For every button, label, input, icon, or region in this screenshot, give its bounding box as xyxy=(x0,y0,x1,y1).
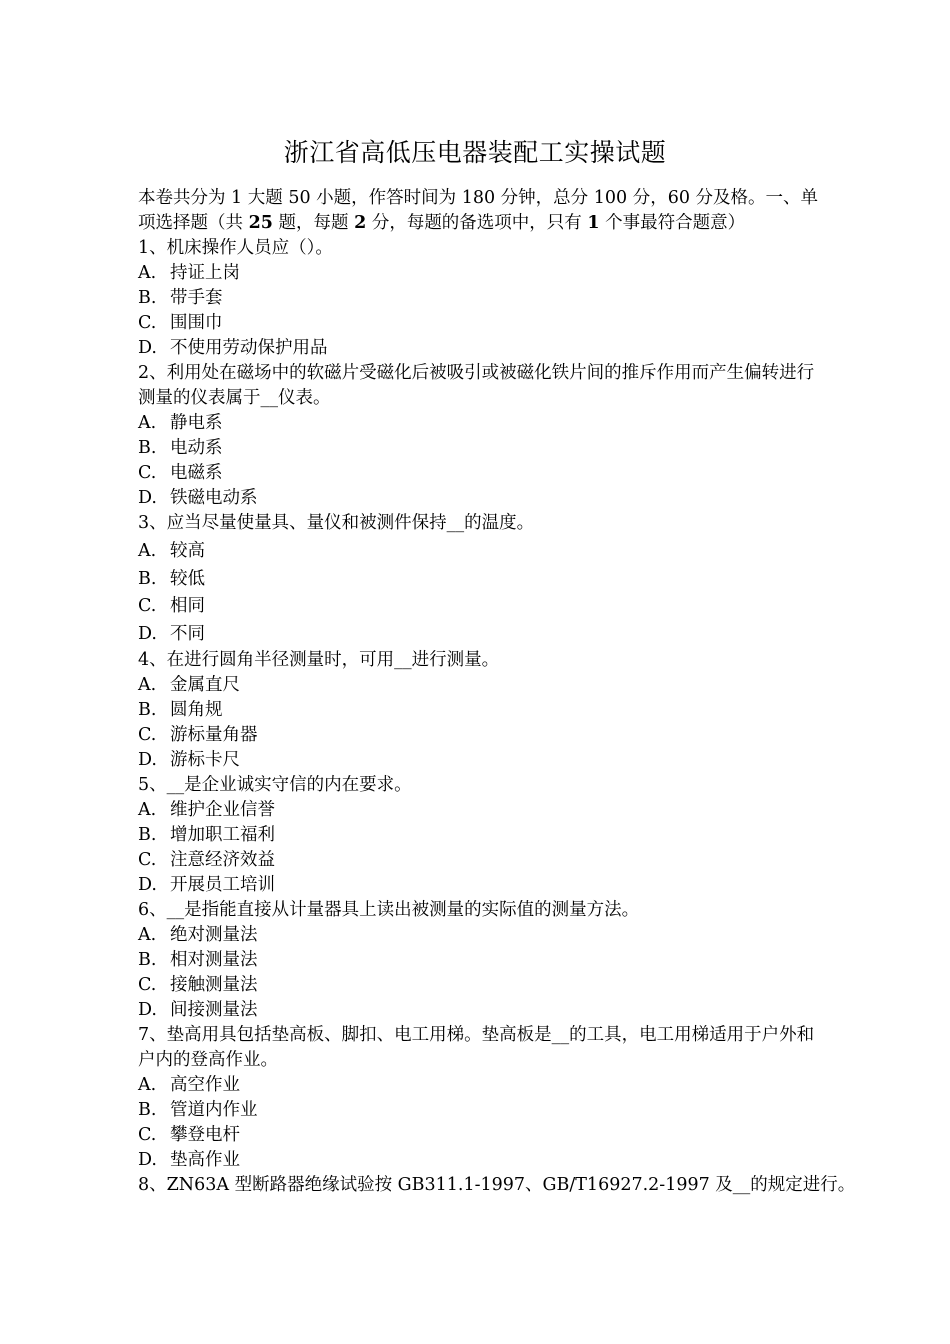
option-text: 带手套 xyxy=(170,288,223,308)
document-title: 浙江省高低压电器装配工实操试题 xyxy=(283,138,667,167)
option-c xyxy=(138,973,828,998)
option-text: 不使用劳动保护用品 xyxy=(170,338,328,358)
option-list xyxy=(138,538,828,648)
question-text: 2、利用处在磁场中的软磁片受磁化后被吸引或被磁化铁片间的推斥作用而产生偏转进行测量的仪表属于__仪表。 xyxy=(138,363,815,408)
question-2 xyxy=(138,361,828,511)
option-text: 圆角规 xyxy=(170,700,223,720)
option-b xyxy=(138,286,828,311)
option-a xyxy=(138,923,828,948)
option-list xyxy=(138,673,828,773)
option-text: 开展员工培训 xyxy=(170,875,275,895)
option-letter: D. xyxy=(138,750,157,770)
question-text: 3、应当尽量使量具、量仪和被测件保持__的温度。 xyxy=(138,513,535,533)
instructions-text: 题，每题 xyxy=(272,213,355,233)
option-text: 持证上岗 xyxy=(170,263,240,283)
option-b xyxy=(138,823,828,848)
option-c xyxy=(138,848,828,873)
option-text: 相同 xyxy=(170,596,205,616)
option-text: 增加职工福利 xyxy=(170,825,275,845)
option-letter: C. xyxy=(138,313,157,333)
option-a xyxy=(138,1073,828,1098)
option-text: 高空作业 xyxy=(170,1075,240,1095)
option-letter: C. xyxy=(138,596,157,616)
option-b xyxy=(138,1098,828,1123)
question-text: 6、__是指能直接从计量器具上读出被测量的实际值的测量方法。 xyxy=(138,900,640,920)
question-8 xyxy=(138,1173,856,1198)
option-letter: B. xyxy=(138,1100,157,1120)
option-letter: A. xyxy=(138,541,157,561)
option-text: 较低 xyxy=(170,568,205,589)
question-4 xyxy=(138,648,828,773)
option-text: 不同 xyxy=(170,623,205,644)
option-d xyxy=(138,748,828,773)
option-list xyxy=(138,923,828,1023)
option-letter: C. xyxy=(138,850,157,870)
option-letter: A. xyxy=(138,925,157,945)
option-text: 金属直尺 xyxy=(170,675,240,695)
option-text: 攀登电杆 xyxy=(170,1125,240,1145)
option-text: 静电系 xyxy=(170,413,223,433)
option-text: 注意经济效益 xyxy=(170,850,275,870)
option-b xyxy=(138,436,828,461)
option-d xyxy=(138,1148,828,1173)
question-1 xyxy=(138,236,828,361)
document-body xyxy=(138,186,856,1198)
option-d xyxy=(138,873,828,898)
option-text: 绝对测量法 xyxy=(170,925,258,945)
option-letter: B. xyxy=(138,700,157,720)
question-text: 7、垫高用具包括垫高板、脚扣、电工用梯。垫高板是__的工具，电工用梯适用于户外和户内的登高作业。 xyxy=(138,1025,815,1070)
option-c xyxy=(138,311,828,336)
question-5 xyxy=(138,773,828,898)
option-text: 电动系 xyxy=(170,438,223,458)
option-text: 电磁系 xyxy=(170,463,223,483)
option-c xyxy=(138,593,828,621)
option-a xyxy=(138,673,828,698)
option-letter: A. xyxy=(138,675,157,695)
option-letter: A. xyxy=(138,413,157,433)
option-text: 围围巾 xyxy=(170,313,223,333)
option-letter: B. xyxy=(138,568,157,589)
question-text: 5、__是企业诚实守信的内在要求。 xyxy=(138,775,412,795)
instructions-text: 分，每题的备选项中，只有 xyxy=(366,213,588,233)
option-list xyxy=(138,411,828,511)
option-text: 接触测量法 xyxy=(170,975,258,995)
option-a xyxy=(138,411,828,436)
option-letter: C. xyxy=(138,725,157,745)
option-text: 相对测量法 xyxy=(170,950,258,970)
question-6 xyxy=(138,898,828,1023)
option-d xyxy=(138,621,828,649)
question-count: 25 xyxy=(248,213,273,233)
option-letter: B. xyxy=(138,438,157,458)
option-letter: D. xyxy=(138,1150,157,1170)
option-d xyxy=(138,336,828,361)
option-letter: A. xyxy=(138,263,157,283)
option-c xyxy=(138,461,828,486)
question-7 xyxy=(138,1023,828,1173)
instructions-text: 本卷共分为 1 大题 50 小题，作答时间为 180 分钟，总分 100 分，60 分及格。一、单项选择题（共 xyxy=(138,188,819,233)
option-letter: D. xyxy=(138,1000,157,1020)
points-per-question: 2 xyxy=(354,213,367,233)
option-c xyxy=(138,1123,828,1148)
option-b xyxy=(138,948,828,973)
option-letter: C. xyxy=(138,463,157,483)
option-a xyxy=(138,261,828,286)
option-text: 游标量角器 xyxy=(170,725,258,745)
option-b xyxy=(138,566,828,594)
instructions-text: 个事最符合题意） xyxy=(599,213,746,233)
question-text: 4、在进行圆角半径测量时，可用__进行测量。 xyxy=(138,650,500,670)
option-c xyxy=(138,723,828,748)
option-letter: D. xyxy=(138,875,157,895)
question-text: 1、机床操作人员应（）。 xyxy=(138,238,333,258)
option-letter: A. xyxy=(138,800,157,820)
option-letter: D. xyxy=(138,338,157,358)
option-text: 游标卡尺 xyxy=(170,750,240,770)
option-letter: D. xyxy=(138,623,157,644)
option-letter: B. xyxy=(138,825,157,845)
option-letter: D. xyxy=(138,488,157,508)
option-text: 较高 xyxy=(170,541,205,561)
option-d xyxy=(138,486,828,511)
option-letter: B. xyxy=(138,950,157,970)
question-text: 8、ZN63A 型断路器绝缘试验按 GB311.1-1997、GB/T16927.2-1997 及__的规定进行。 xyxy=(138,1175,856,1195)
option-b xyxy=(138,698,828,723)
option-list xyxy=(138,261,828,361)
option-letter: B. xyxy=(138,288,157,308)
option-d xyxy=(138,998,828,1023)
option-list xyxy=(138,1073,828,1173)
option-a xyxy=(138,798,828,823)
option-letter: A. xyxy=(138,1075,157,1095)
option-letter: C. xyxy=(138,1125,157,1145)
option-text: 管道内作业 xyxy=(170,1100,258,1120)
option-text: 铁磁电动系 xyxy=(170,488,258,508)
exam-instructions xyxy=(138,186,828,236)
question-3 xyxy=(138,511,828,648)
option-text: 维护企业信誉 xyxy=(170,800,275,820)
option-letter: C. xyxy=(138,975,157,995)
option-text: 垫高作业 xyxy=(170,1150,240,1170)
option-text: 间接测量法 xyxy=(170,1000,258,1020)
correct-option-count: 1 xyxy=(587,213,600,233)
option-a xyxy=(138,538,828,566)
option-list xyxy=(138,798,828,898)
